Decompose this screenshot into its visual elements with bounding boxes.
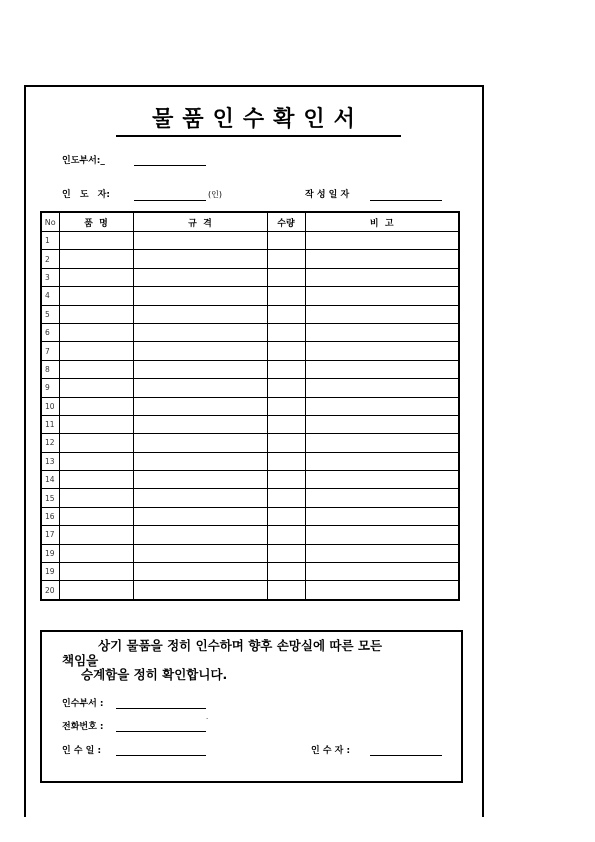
row-number: 8	[41, 360, 59, 378]
item-name-cell[interactable]	[59, 379, 133, 397]
spec-cell[interactable]	[133, 563, 267, 581]
column-header-quantity: 수량	[267, 212, 305, 232]
item-name-cell[interactable]	[59, 232, 133, 250]
item-name-cell[interactable]	[59, 434, 133, 452]
spec-cell[interactable]	[133, 268, 267, 286]
created-date-field[interactable]	[370, 200, 442, 201]
spec-cell[interactable]	[133, 305, 267, 323]
row-number: 19	[41, 563, 59, 581]
quantity-cell[interactable]	[267, 415, 305, 433]
quantity-cell[interactable]	[267, 232, 305, 250]
form-title: 물품인수확인서	[152, 107, 364, 132]
table-row	[41, 563, 459, 581]
row-number: 13	[41, 452, 59, 470]
column-header-remarks: 비 고	[305, 212, 459, 232]
quantity-cell[interactable]	[267, 287, 305, 305]
quantity-cell[interactable]	[267, 268, 305, 286]
spec-cell[interactable]	[133, 507, 267, 525]
spec-cell[interactable]	[133, 471, 267, 489]
remarks-cell[interactable]	[305, 581, 459, 600]
row-number: 15	[41, 489, 59, 507]
table-row	[41, 415, 459, 433]
spec-cell[interactable]	[133, 489, 267, 507]
created-date-label: 작 성 일 자	[305, 190, 350, 200]
row-number: 3	[41, 268, 59, 286]
handover-person-label: 인 도 자:	[62, 190, 110, 200]
items-table	[40, 211, 460, 601]
remarks-cell[interactable]	[305, 379, 459, 397]
row-number: 16	[41, 507, 59, 525]
remarks-cell[interactable]	[305, 232, 459, 250]
quantity-cell[interactable]	[267, 342, 305, 360]
item-name-cell[interactable]	[59, 323, 133, 341]
spec-cell[interactable]	[133, 415, 267, 433]
statement-line-1: 상기 물품을 정히 인수하며 향후 손망실에 따른 모든	[98, 638, 383, 653]
column-header-spec: 규 격	[133, 212, 267, 232]
item-name-cell[interactable]	[59, 360, 133, 378]
spec-cell[interactable]	[133, 452, 267, 470]
row-number: 14	[41, 471, 59, 489]
handover-dept-field[interactable]	[134, 165, 206, 166]
quantity-cell[interactable]	[267, 526, 305, 544]
remarks-cell[interactable]	[305, 287, 459, 305]
spec-cell[interactable]	[133, 287, 267, 305]
table-row	[41, 287, 459, 305]
row-number: 19	[41, 544, 59, 562]
item-name-cell[interactable]	[59, 415, 133, 433]
table-row	[41, 323, 459, 341]
phone-field[interactable]	[116, 731, 206, 732]
spec-cell[interactable]	[133, 581, 267, 600]
stray-mark: .	[206, 713, 209, 721]
seal-mark: (인)	[208, 190, 222, 199]
row-number: 11	[41, 415, 59, 433]
table-row	[41, 507, 459, 525]
table-row	[41, 452, 459, 470]
item-name-cell[interactable]	[59, 563, 133, 581]
phone-label: 전화번호 :	[62, 722, 104, 732]
title-underline	[116, 135, 401, 137]
row-number: 1	[41, 232, 59, 250]
remarks-cell[interactable]	[305, 323, 459, 341]
spec-cell[interactable]	[133, 544, 267, 562]
spec-cell[interactable]	[133, 323, 267, 341]
receiving-dept-label: 인수부서 :	[62, 699, 104, 709]
remarks-cell[interactable]	[305, 342, 459, 360]
statement-line-3: 승계함을 정히 확인합니다.	[81, 667, 228, 682]
row-number: 12	[41, 434, 59, 452]
table-row	[41, 489, 459, 507]
receiving-dept-field[interactable]	[116, 708, 206, 709]
remarks-cell[interactable]	[305, 563, 459, 581]
remarks-cell[interactable]	[305, 305, 459, 323]
quantity-cell[interactable]	[267, 489, 305, 507]
table-row	[41, 434, 459, 452]
item-name-cell[interactable]	[59, 544, 133, 562]
item-name-cell[interactable]	[59, 581, 133, 600]
quantity-cell[interactable]	[267, 452, 305, 470]
handover-dept-label: 인도부서:_	[62, 156, 105, 166]
remarks-cell[interactable]	[305, 507, 459, 525]
spec-cell[interactable]	[133, 250, 267, 268]
received-date-label: 인 수 일 :	[62, 746, 102, 756]
item-name-cell[interactable]	[59, 471, 133, 489]
item-name-cell[interactable]	[59, 287, 133, 305]
table-row	[41, 379, 459, 397]
table-row	[41, 305, 459, 323]
item-name-cell[interactable]	[59, 397, 133, 415]
remarks-cell[interactable]	[305, 268, 459, 286]
item-name-cell[interactable]	[59, 489, 133, 507]
remarks-cell[interactable]	[305, 434, 459, 452]
remarks-cell[interactable]	[305, 397, 459, 415]
table-row	[41, 360, 459, 378]
quantity-cell[interactable]	[267, 305, 305, 323]
item-name-cell[interactable]	[59, 305, 133, 323]
item-name-cell[interactable]	[59, 342, 133, 360]
remarks-cell[interactable]	[305, 489, 459, 507]
row-number: 5	[41, 305, 59, 323]
row-number: 2	[41, 250, 59, 268]
received-date-field[interactable]	[116, 755, 206, 756]
quantity-cell[interactable]	[267, 544, 305, 562]
quantity-cell[interactable]	[267, 397, 305, 415]
item-name-cell[interactable]	[59, 250, 133, 268]
table-row	[41, 397, 459, 415]
row-number: 7	[41, 342, 59, 360]
quantity-cell[interactable]	[267, 379, 305, 397]
row-number: 20	[41, 581, 59, 600]
column-header-item-name: 품 명	[59, 212, 133, 232]
item-name-cell[interactable]	[59, 526, 133, 544]
table-row	[41, 526, 459, 544]
quantity-cell[interactable]	[267, 323, 305, 341]
remarks-cell[interactable]	[305, 360, 459, 378]
table-row	[41, 342, 459, 360]
remarks-cell[interactable]	[305, 415, 459, 433]
table-row	[41, 268, 459, 286]
spec-cell[interactable]	[133, 232, 267, 250]
row-number: 10	[41, 397, 59, 415]
spec-cell[interactable]	[133, 342, 267, 360]
item-name-cell[interactable]	[59, 507, 133, 525]
handover-person-field[interactable]	[134, 200, 206, 201]
table-row	[41, 232, 459, 250]
table-row	[41, 544, 459, 562]
row-number: 6	[41, 323, 59, 341]
row-number: 17	[41, 526, 59, 544]
remarks-cell[interactable]	[305, 526, 459, 544]
receiver-field[interactable]	[370, 755, 442, 756]
table-row	[41, 581, 459, 600]
column-header-no: No	[41, 212, 59, 232]
statement-line-2: 책임을	[62, 653, 99, 668]
remarks-cell[interactable]	[305, 250, 459, 268]
row-number: 9	[41, 379, 59, 397]
item-name-cell[interactable]	[59, 268, 133, 286]
quantity-cell[interactable]	[267, 471, 305, 489]
row-number: 4	[41, 287, 59, 305]
table-row	[41, 250, 459, 268]
quantity-cell[interactable]	[267, 507, 305, 525]
item-name-cell[interactable]	[59, 452, 133, 470]
spec-cell[interactable]	[133, 434, 267, 452]
table-row	[41, 471, 459, 489]
receiver-label: 인 수 자 :	[311, 746, 351, 756]
quantity-cell[interactable]	[267, 581, 305, 600]
remarks-cell[interactable]	[305, 544, 459, 562]
quantity-cell[interactable]	[267, 250, 305, 268]
spec-cell[interactable]	[133, 379, 267, 397]
spec-cell[interactable]	[133, 360, 267, 378]
spec-cell[interactable]	[133, 397, 267, 415]
quantity-cell[interactable]	[267, 434, 305, 452]
quantity-cell[interactable]	[267, 563, 305, 581]
spec-cell[interactable]	[133, 526, 267, 544]
quantity-cell[interactable]	[267, 360, 305, 378]
table-header-row	[41, 212, 459, 232]
remarks-cell[interactable]	[305, 452, 459, 470]
remarks-cell[interactable]	[305, 471, 459, 489]
